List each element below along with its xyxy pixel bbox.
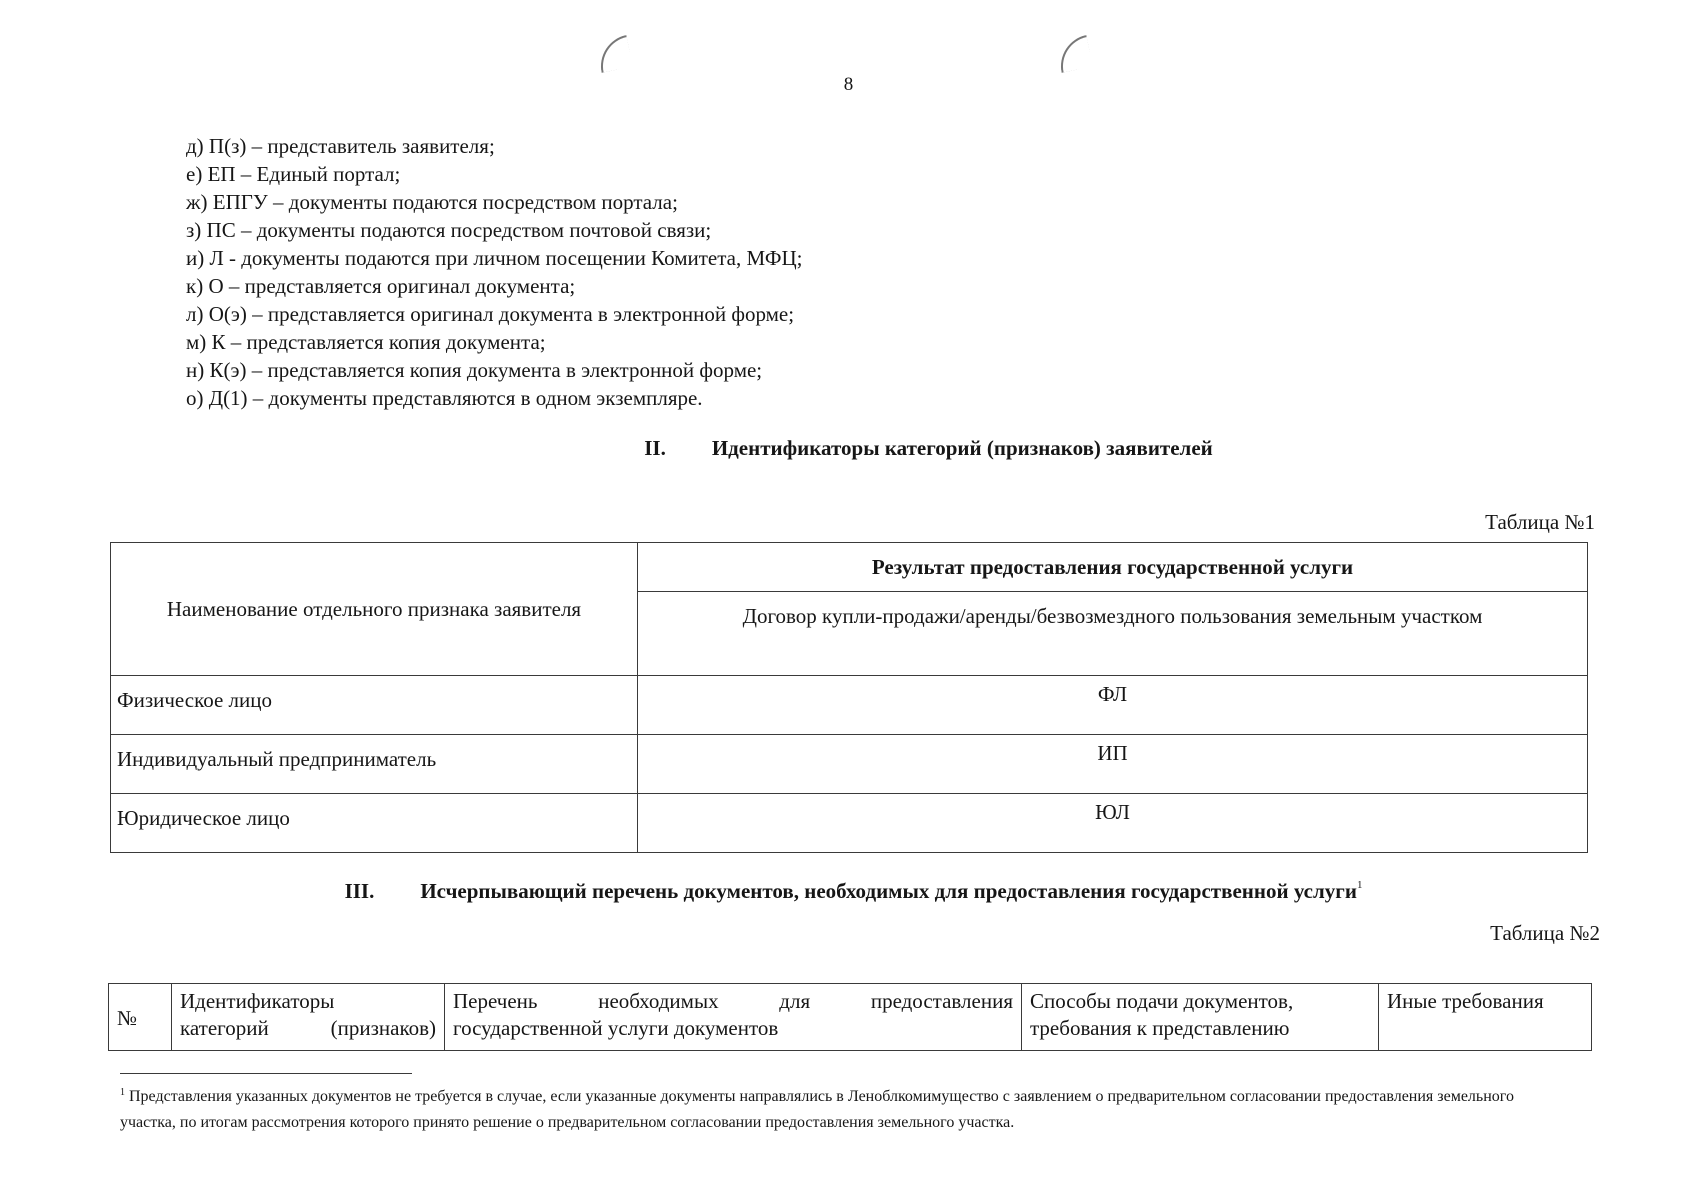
table-cell: Физическое лицо: [111, 676, 638, 735]
header-text: [453, 988, 1013, 1015]
table-cell: ЮЛ: [638, 794, 1588, 853]
table-header-cell: Результат предоставления государственной услуги: [638, 543, 1588, 592]
header-text: Способы подачи документов,: [1030, 989, 1294, 1013]
list-item: д) П(з) – представитель заявителя;: [186, 134, 495, 158]
table-cell: Юридическое лицо: [111, 794, 638, 853]
table-header-cell: Наименование отдельного признака заявителя: [111, 543, 638, 676]
footnote-text: Представления указанных документов не требуется в случае, если указанные документы направлялись в Леноблкомимущество с заявлением о предварительном согласовании предоставления земельного участка, по итогам рассмотрения которого принято решение о предварительном согласовании предоставления земельного участка.: [120, 1088, 1514, 1131]
scan-artifact-mark: [595, 35, 633, 73]
table-header-cell: [445, 984, 1022, 1051]
table-1-caption: Таблица №1: [1485, 510, 1595, 534]
header-word: категорий: [180, 1016, 269, 1040]
list-item: л) О(э) – представляется оригинал документа в электронной форме;: [186, 302, 795, 326]
list-item: о) Д(1) – документы представляются в одном экземпляре.: [186, 386, 703, 410]
table-cell: Индивидуальный предприниматель: [111, 735, 638, 794]
table-header-cell: [1022, 984, 1379, 1051]
header-text: государственной услуги документов: [453, 1016, 779, 1040]
footnote-reference: 1: [1356, 879, 1363, 891]
header-word: предоставления: [870, 989, 1013, 1013]
table-row: [111, 735, 1588, 794]
header-text: требования к представлению: [1030, 1016, 1290, 1040]
scan-artifact-mark: [1055, 35, 1093, 73]
header-word: Перечень: [453, 989, 538, 1013]
header-text: Идентификаторы: [180, 989, 335, 1013]
page-number: 8: [843, 74, 854, 95]
table-header-cell: Договор купли-продажи/аренды/безвозмездного пользования земельным участком: [638, 592, 1588, 676]
section-number: III.: [344, 879, 375, 903]
table-row: [111, 794, 1588, 853]
documents-table: [108, 983, 1592, 1051]
header-text: [180, 1015, 436, 1042]
list-item: и) Л - документы подаются при личном посещении Комитета, МФЦ;: [186, 246, 803, 270]
header-word: необходимых: [598, 989, 719, 1013]
table-row: [109, 984, 1592, 1051]
list-item: з) ПС – документы подаются посредством почтовой связи;: [186, 218, 712, 242]
list-item: м) К – представляется копия документа;: [186, 330, 546, 354]
header-word: (признаков): [330, 1016, 436, 1040]
footnote-divider: [120, 1073, 412, 1074]
section-3-heading: [0, 879, 1697, 904]
section-title: Исчерпывающий перечень документов, необходимых для предоставления государственной услуги: [420, 879, 1357, 903]
list-item: к) О – представляется оригинал документа;: [186, 274, 576, 298]
table-cell: ФЛ: [638, 676, 1588, 735]
footnote-marker: 1: [120, 1087, 125, 1098]
applicant-categories-table: [110, 542, 1588, 853]
list-item: н) К(э) – представляется копия документа в электронной форме;: [186, 358, 763, 382]
table-row: [111, 676, 1588, 735]
section-number: II.: [644, 436, 666, 460]
header-word: для: [779, 989, 811, 1013]
table-2-caption: Таблица №2: [1490, 921, 1600, 945]
table-header-cell: Иные требования: [1379, 984, 1592, 1051]
list-item: е) ЕП – Единый портал;: [186, 162, 401, 186]
footnote: [120, 1080, 1570, 1136]
list-item: ж) ЕПГУ – документы подаются посредством портала;: [186, 190, 678, 214]
abbreviation-list: [186, 132, 802, 412]
section-title: Идентификаторы категорий (признаков) заявителей: [711, 436, 1213, 460]
table-header-cell: №: [109, 984, 172, 1051]
section-2-heading: [0, 436, 1697, 461]
table-cell: ИП: [638, 735, 1588, 794]
table-header-cell: [172, 984, 445, 1051]
